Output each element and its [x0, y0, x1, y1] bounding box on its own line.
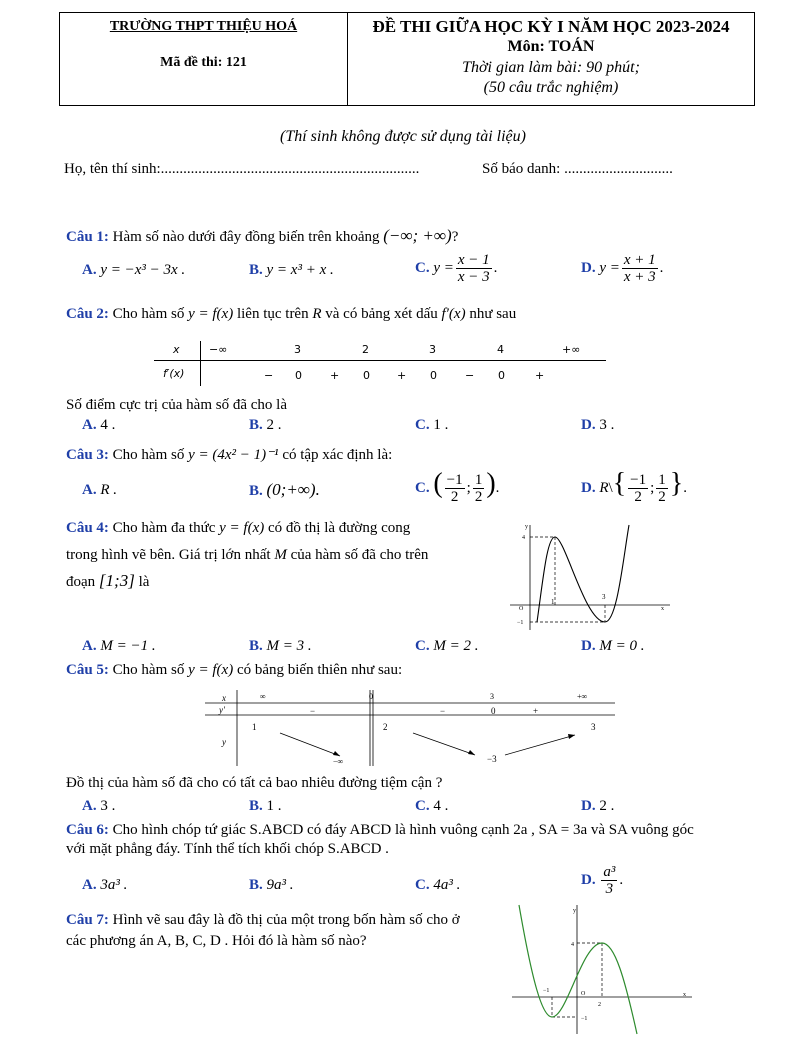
- q1-option-a[interactable]: A. y = −x³ − 3x .: [82, 262, 186, 278]
- q5-option-d[interactable]: D. 2 .: [581, 798, 615, 814]
- q1-end: ?: [451, 229, 459, 245]
- svg-text:0: 0: [491, 706, 496, 716]
- question-5: Câu 5: Cho hàm số y = f(x) có bảng biến thiên như sau:: [66, 662, 403, 678]
- q2-option-a[interactable]: A. 4 .: [82, 417, 116, 433]
- q6-option-c[interactable]: C. 4a³ .: [415, 877, 461, 893]
- svg-text:x: x: [683, 992, 686, 998]
- exam-code: Mã đề thi: 121: [160, 55, 247, 70]
- q5-variation-table: [205, 688, 615, 768]
- q6-option-b[interactable]: B. 9a³ .: [249, 877, 294, 893]
- q2-ask: Số điểm cực trị của hàm số đã cho là: [66, 397, 287, 413]
- q4-option-b[interactable]: B. M = 3 .: [249, 638, 312, 654]
- q3-option-d[interactable]: D. R\{ $\frac{-1}{2}$ ; $\frac{1}{2}$ }.: [581, 468, 687, 506]
- q5-option-a[interactable]: A. 3 .: [82, 798, 116, 814]
- svg-text:−3: −3: [487, 754, 497, 764]
- svg-text:1: 1: [551, 598, 555, 606]
- svg-text:3: 3: [602, 593, 606, 601]
- svg-text:+: +: [533, 706, 539, 716]
- q1-option-c[interactable]: C. y = $\frac{x - 1}{x - 3}$ .: [415, 252, 498, 285]
- svg-text:−1: −1: [543, 988, 550, 994]
- q7-graph: [507, 900, 697, 1036]
- question-2: Câu 2: Cho hàm số y = f(x) liên tục trên R và có bảng xét dấu f′(x) như sau: [66, 306, 517, 322]
- svg-text:−1: −1: [517, 620, 524, 626]
- question-4: Câu 4: Cho hàm đa thức y = f(x) có đồ thị là đường cong: [66, 520, 411, 536]
- svg-text:y: y: [222, 737, 226, 747]
- svg-text:−: −: [440, 706, 446, 716]
- svg-text:O: O: [519, 606, 524, 612]
- question-7: Câu 7: Hình vẽ sau đây là đồ thị của một trong bốn hàm số cho ở: [66, 912, 460, 928]
- svg-text:−: −: [310, 706, 316, 716]
- svg-text:3: 3: [490, 692, 494, 701]
- svg-text:y: y: [573, 908, 576, 914]
- svg-text:4: 4: [571, 942, 574, 948]
- candidate-number: Số báo danh: .............................: [482, 161, 673, 177]
- svg-text:4: 4: [522, 535, 525, 541]
- q2-option-b[interactable]: B. 2 .: [249, 417, 282, 433]
- q4-option-c[interactable]: C. M = 2 .: [415, 638, 479, 654]
- svg-text:x: x: [222, 693, 226, 703]
- q1-text: Hàm số nào dưới đây đồng biến trên khoảng: [112, 229, 380, 245]
- school-name: TRƯỜNG THPT THIỆU HOÁ: [109, 19, 298, 34]
- q2-option-c[interactable]: C. 1 .: [415, 417, 449, 433]
- candidate-name: Họ, tên thí sinh:.....................................................................: [64, 161, 420, 177]
- svg-text:x: x: [661, 606, 664, 612]
- question-1: [66, 226, 458, 246]
- q1-option-d[interactable]: D. y = $\frac{x + 1}{x + 3}$ .: [581, 252, 664, 285]
- q1-interval: (−∞; +∞): [383, 226, 452, 245]
- svg-text:−∞: −∞: [333, 757, 344, 766]
- q4-option-d[interactable]: D. M = 0 .: [581, 638, 645, 654]
- q5-option-b[interactable]: B. 1 .: [249, 798, 282, 814]
- q4-option-a[interactable]: A. M = −1 .: [82, 638, 156, 654]
- q4-graph: [505, 520, 675, 635]
- exam-note: (Thí sinh không được sử dụng tài liệu): [280, 128, 526, 145]
- q3-option-c[interactable]: C. ( $\frac{-1}{2}$ ; $\frac{1}{2}$ ).: [415, 468, 500, 506]
- svg-text:y′: y′: [219, 705, 225, 715]
- svg-text:y: y: [525, 524, 528, 530]
- exam-title: ĐỀ THI GIỮA HỌC KỲ I NĂM HỌC 2023-2024: [372, 17, 730, 36]
- svg-text:2: 2: [598, 1002, 601, 1008]
- svg-text:∞: ∞: [260, 692, 266, 701]
- q5-ask: Đồ thị của hàm số đã cho có tất cả bao nhiêu đường tiệm cận ?: [66, 775, 443, 791]
- header-box: [59, 12, 755, 106]
- q1-label: Câu 1:: [66, 229, 109, 245]
- svg-text:O: O: [581, 991, 586, 997]
- question-count: (50 câu trắc nghiệm): [483, 79, 619, 96]
- q5-option-c[interactable]: C. 4 .: [415, 798, 449, 814]
- svg-text:1: 1: [252, 722, 257, 732]
- q3-option-b[interactable]: B. (0;+∞).: [249, 480, 320, 499]
- question-6: Câu 6: Cho hình chóp tứ giác S.ABCD có đáy ABCD là hình vuông cạnh 2a , SA = 3a và SA vuông góc: [66, 822, 694, 838]
- exam-subject: Môn: TOÁN: [507, 38, 595, 55]
- svg-text:−1: −1: [581, 1016, 588, 1022]
- q1-option-b[interactable]: B. y = x³ + x .: [249, 262, 334, 278]
- svg-text:0: 0: [369, 692, 373, 701]
- svg-text:3: 3: [591, 722, 596, 732]
- q6-option-a[interactable]: A. 3a³ .: [82, 877, 128, 893]
- q6-option-d[interactable]: D. $\frac{\text{a³}}{3}$ .: [581, 864, 624, 897]
- svg-text:2: 2: [383, 722, 388, 732]
- exam-duration: Thời gian làm bài: 90 phút;: [462, 59, 640, 76]
- q2-option-d[interactable]: D. 3 .: [581, 417, 615, 433]
- q3-option-a[interactable]: A. R .: [82, 482, 118, 498]
- question-3: Câu 3: Cho hàm số y = (4x² − 1)⁻¹ có tập xác định là:: [66, 447, 393, 463]
- svg-text:+∞: +∞: [577, 692, 588, 701]
